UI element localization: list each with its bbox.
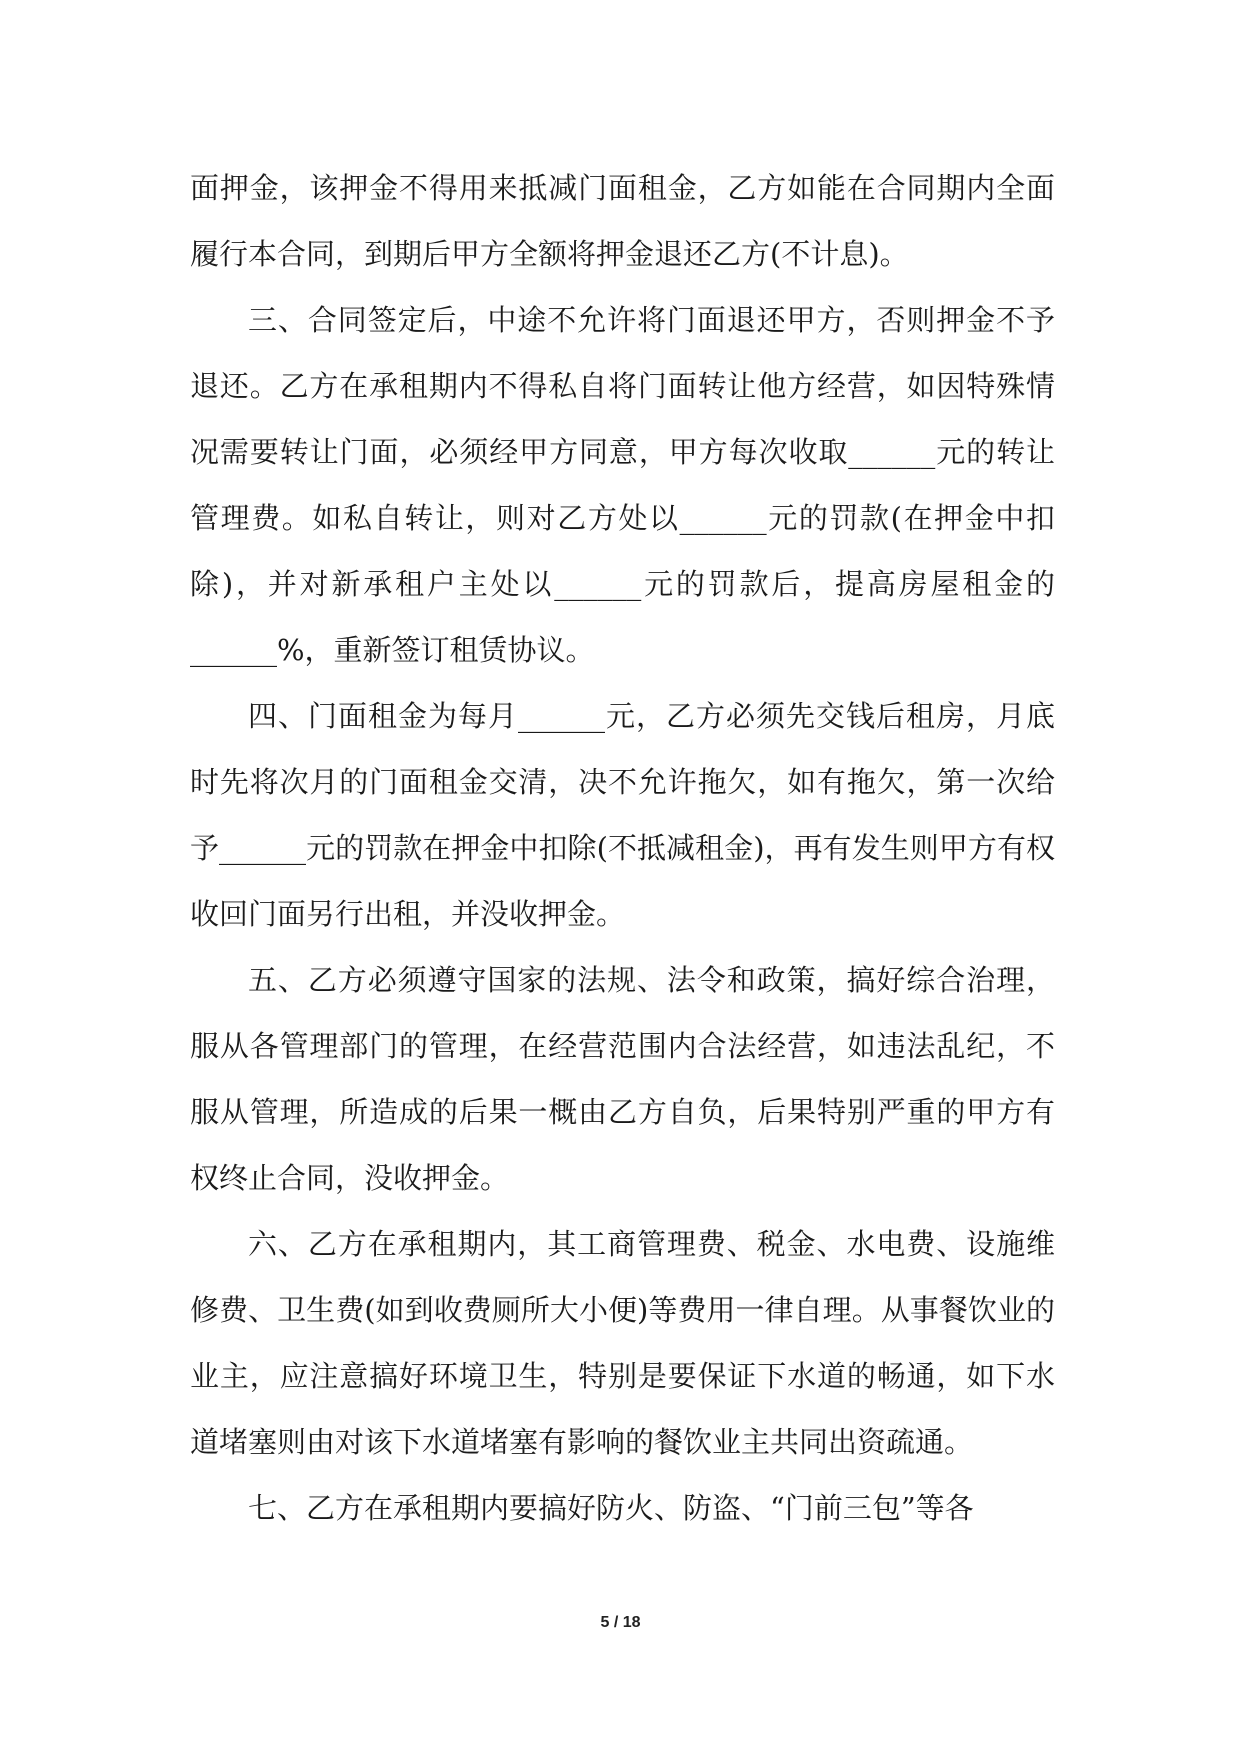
paragraph-clause-4: 四、门面租金为每月______元，乙方必须先交钱后租房，月底时先将次月的门面租金交清，决不允许拖欠，如有拖欠，第一次给予______元的罚款在押金中扣除(不抵减租金)，再有发生则甲方有权收回门面另行出租，并没收押金。 xyxy=(190,699,1055,931)
paragraph-clause-6: 六、乙方在承租期内，其工商管理费、税金、水电费、设施维修费、卫生费(如到收费厕所大小便)等费用一律自理。从事餐饮业的业主，应注意搞好环境卫生，特别是要保证下水道的畅通，如下水道堵塞则由对该下水道堵塞有影响的餐饮业主共同出资疏通。 xyxy=(190,1227,1055,1459)
document-body xyxy=(190,155,1055,1541)
paragraph-clause-3: 三、合同签定后，中途不允许将门面退还甲方，否则押金不予退还。乙方在承租期内不得私自将门面转让他方经营，如因特殊情况需要转让门面，必须经甲方同意，甲方每次收取______元的转让管理费。如私自转让，则对乙方处以______元的罚款(在押金中扣除)，并对新承租户主处以______元的罚款后，提高房屋租金的______%，重新签订租赁协议。 xyxy=(190,303,1055,667)
paragraph-continuation: 面押金，该押金不得用来抵减门面租金，乙方如能在合同期内全面履行本合同，到期后甲方全额将押金退还乙方(不计息)。 xyxy=(190,171,1055,271)
paragraph-clause-7: 七、乙方在承租期内要搞好防火、防盗、“门前三包”等各 xyxy=(248,1491,974,1525)
paragraph-clause-5: 五、乙方必须遵守国家的法规、法令和政策，搞好综合治理，服从各管理部门的管理，在经营范围内合法经营，如违法乱纪，不服从管理，所造成的后果一概由乙方自负，后果特别严重的甲方有权终止合同，没收押金。 xyxy=(190,963,1055,1195)
page-number: 5 / 18 xyxy=(600,1614,641,1631)
